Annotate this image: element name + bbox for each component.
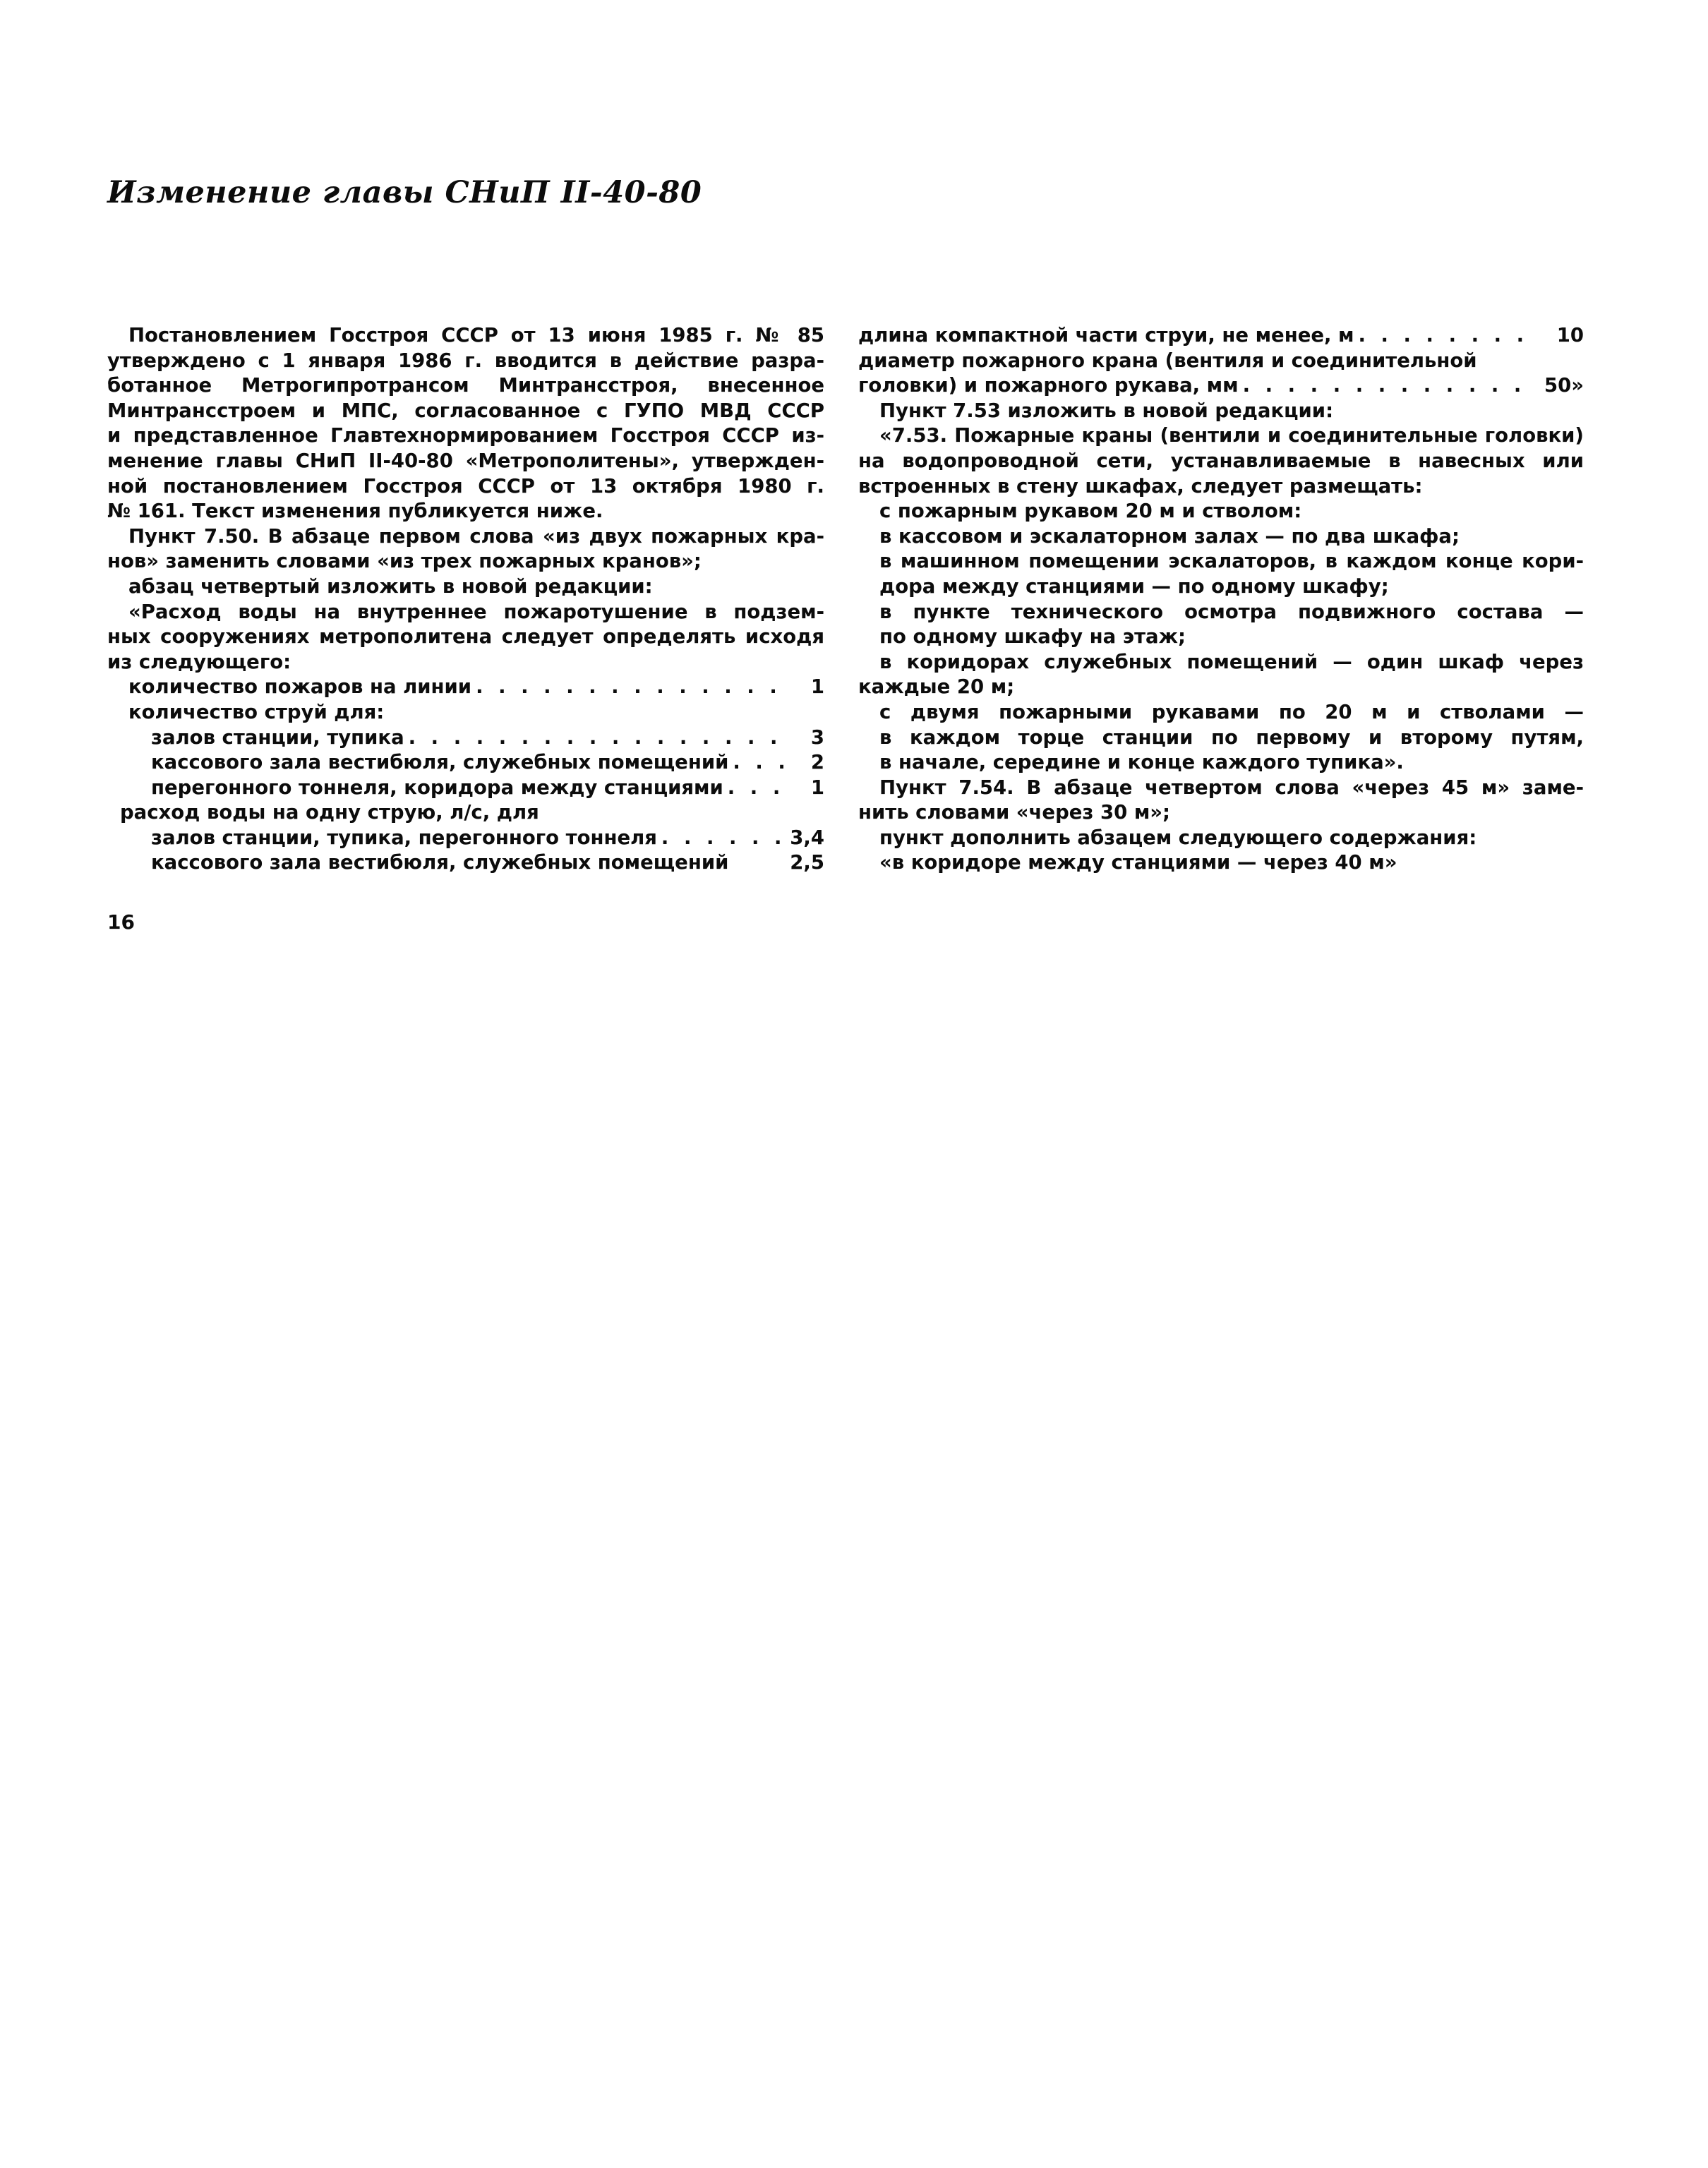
clause-7-53-quote: встроенных в стену шкафах, следует размещать: xyxy=(858,474,1423,498)
intro-line: ной постановлением Госстроя СССР от 13 октября 1980 г. xyxy=(107,474,824,498)
quote-line: «Расход воды на внутреннее пожаротушение в подзем- xyxy=(128,600,824,623)
intro-line: Постановлением Госстроя СССР от 13 июня 1985 г. № 85 xyxy=(128,324,824,347)
fires-value: 1 xyxy=(810,675,824,699)
jets-row: залов станции, тупика . . . 3 xyxy=(107,725,824,751)
intro-line: № 161. Текст изменения публикуется ниже. xyxy=(107,500,603,523)
intro-line: Минтрансстроем и МПС, согласованное с ГУПО МВД СССР xyxy=(107,399,824,422)
clause-label: Пункт 7.50. xyxy=(128,524,260,548)
intro-line: и представленное Главтехнормированием Госстроя СССР из- xyxy=(107,424,824,447)
jets-row: перегонного тоннеля, коридора между станциями . . . 1 xyxy=(107,776,824,801)
intro-line: менение главы СНиП II-40-80 «Метрополитены», утвержден- xyxy=(107,449,824,472)
flow-heading: расход воды на одну струю, л/с, для xyxy=(120,801,539,824)
clause-label: Пункт 7.54. xyxy=(879,776,1014,799)
hose-one-item: дора между станциями — по одному шкафу; xyxy=(879,574,1389,598)
diameter-line: диаметр пожарного крана (вентиля и соединительной xyxy=(858,349,1477,372)
flow-row: залов станции, тупика, перегонного тоннеля . . . 3,4 xyxy=(107,826,824,851)
diameter-row: головки) и пожарного рукава, мм . . . 50» xyxy=(858,373,1584,399)
hose-one-item: в машинном помещении эскалаторов, в каждом конце кори- xyxy=(879,550,1584,573)
hose-two-line: в начале, середине и конце каждого тупика». xyxy=(879,751,1404,774)
page-number: 16 xyxy=(107,910,135,934)
hose-one-item: в пункте технического осмотра подвижного состава — xyxy=(879,600,1584,623)
hose-two-line: в каждом торце станции по первому и второму путям, xyxy=(879,725,1584,749)
clause-7-54-line: «в коридоре между станциями — через 40 м» xyxy=(879,851,1397,874)
fires-row: количество пожаров на линии . . . 1 xyxy=(107,675,824,700)
intro-line: ботанное Метрогипротрансом Минтрансстроя, внесенное xyxy=(107,374,824,397)
clause-label: Пункт 7.53 xyxy=(879,399,1001,422)
hose-one-item: по одному шкафу на этаж; xyxy=(879,625,1186,649)
hose-one-heading: с пожарным рукавом 20 м и стволом: xyxy=(879,500,1302,523)
clause-7-53-quote: «7.53. Пожарные краны (вентили и соединительные головки) xyxy=(879,424,1584,447)
clause-7-50-line: Пункт 7.50. В абзаце первом слова «из двух пожарных кра- xyxy=(128,524,824,548)
clause-7-53-line: Пункт 7.53 изложить в новой редакции: xyxy=(879,399,1334,422)
jets-row: кассового зала вестибюля, служебных помещений . . . 2 xyxy=(107,750,824,776)
quote-line: из следующего: xyxy=(107,650,291,673)
hose-one-item: каждые 20 м; xyxy=(858,675,1015,699)
hose-two-line: с двумя пожарными рукавами по 20 м и стволами — xyxy=(879,700,1584,723)
compact-jet-row: длина компактной части струи, не менее, м . . . 10 xyxy=(858,323,1584,349)
document-header: Изменение главы СНиП II-40-80 xyxy=(107,175,702,210)
clause-7-50-line: абзац четвертый изложить в новой редакции: xyxy=(128,574,653,598)
clause-7-53-quote: на водопроводной сети, устанавливаемые в навесных или xyxy=(858,449,1584,472)
right-column xyxy=(858,323,1584,876)
jets-heading: количество струй для: xyxy=(128,700,385,723)
hose-one-item: в кассовом и эскалаторном залах — по два шкафа; xyxy=(879,524,1460,548)
clause-7-54-line: Пункт 7.54. В абзаце четвертом слова «через 45 м» заме- xyxy=(879,776,1584,799)
clause-7-50-line: нов» заменить словами «из трех пожарных кранов»; xyxy=(107,550,702,573)
flow-row: кассового зала вестибюля, служебных помещений 2,5 xyxy=(151,851,824,874)
clause-7-54-line: нить словами «через 30 м»; xyxy=(858,801,1171,824)
intro-line: утверждено с 1 января 1986 г. вводится в действие разра- xyxy=(107,349,824,372)
hose-one-item: в коридорах служебных помещений — один шкаф через xyxy=(879,650,1584,673)
clause-7-54-line: пункт дополнить абзацем следующего содержания: xyxy=(879,826,1477,849)
left-column xyxy=(107,323,824,876)
quote-line: ных сооружениях метрополитена следует определять исходя xyxy=(107,625,824,649)
